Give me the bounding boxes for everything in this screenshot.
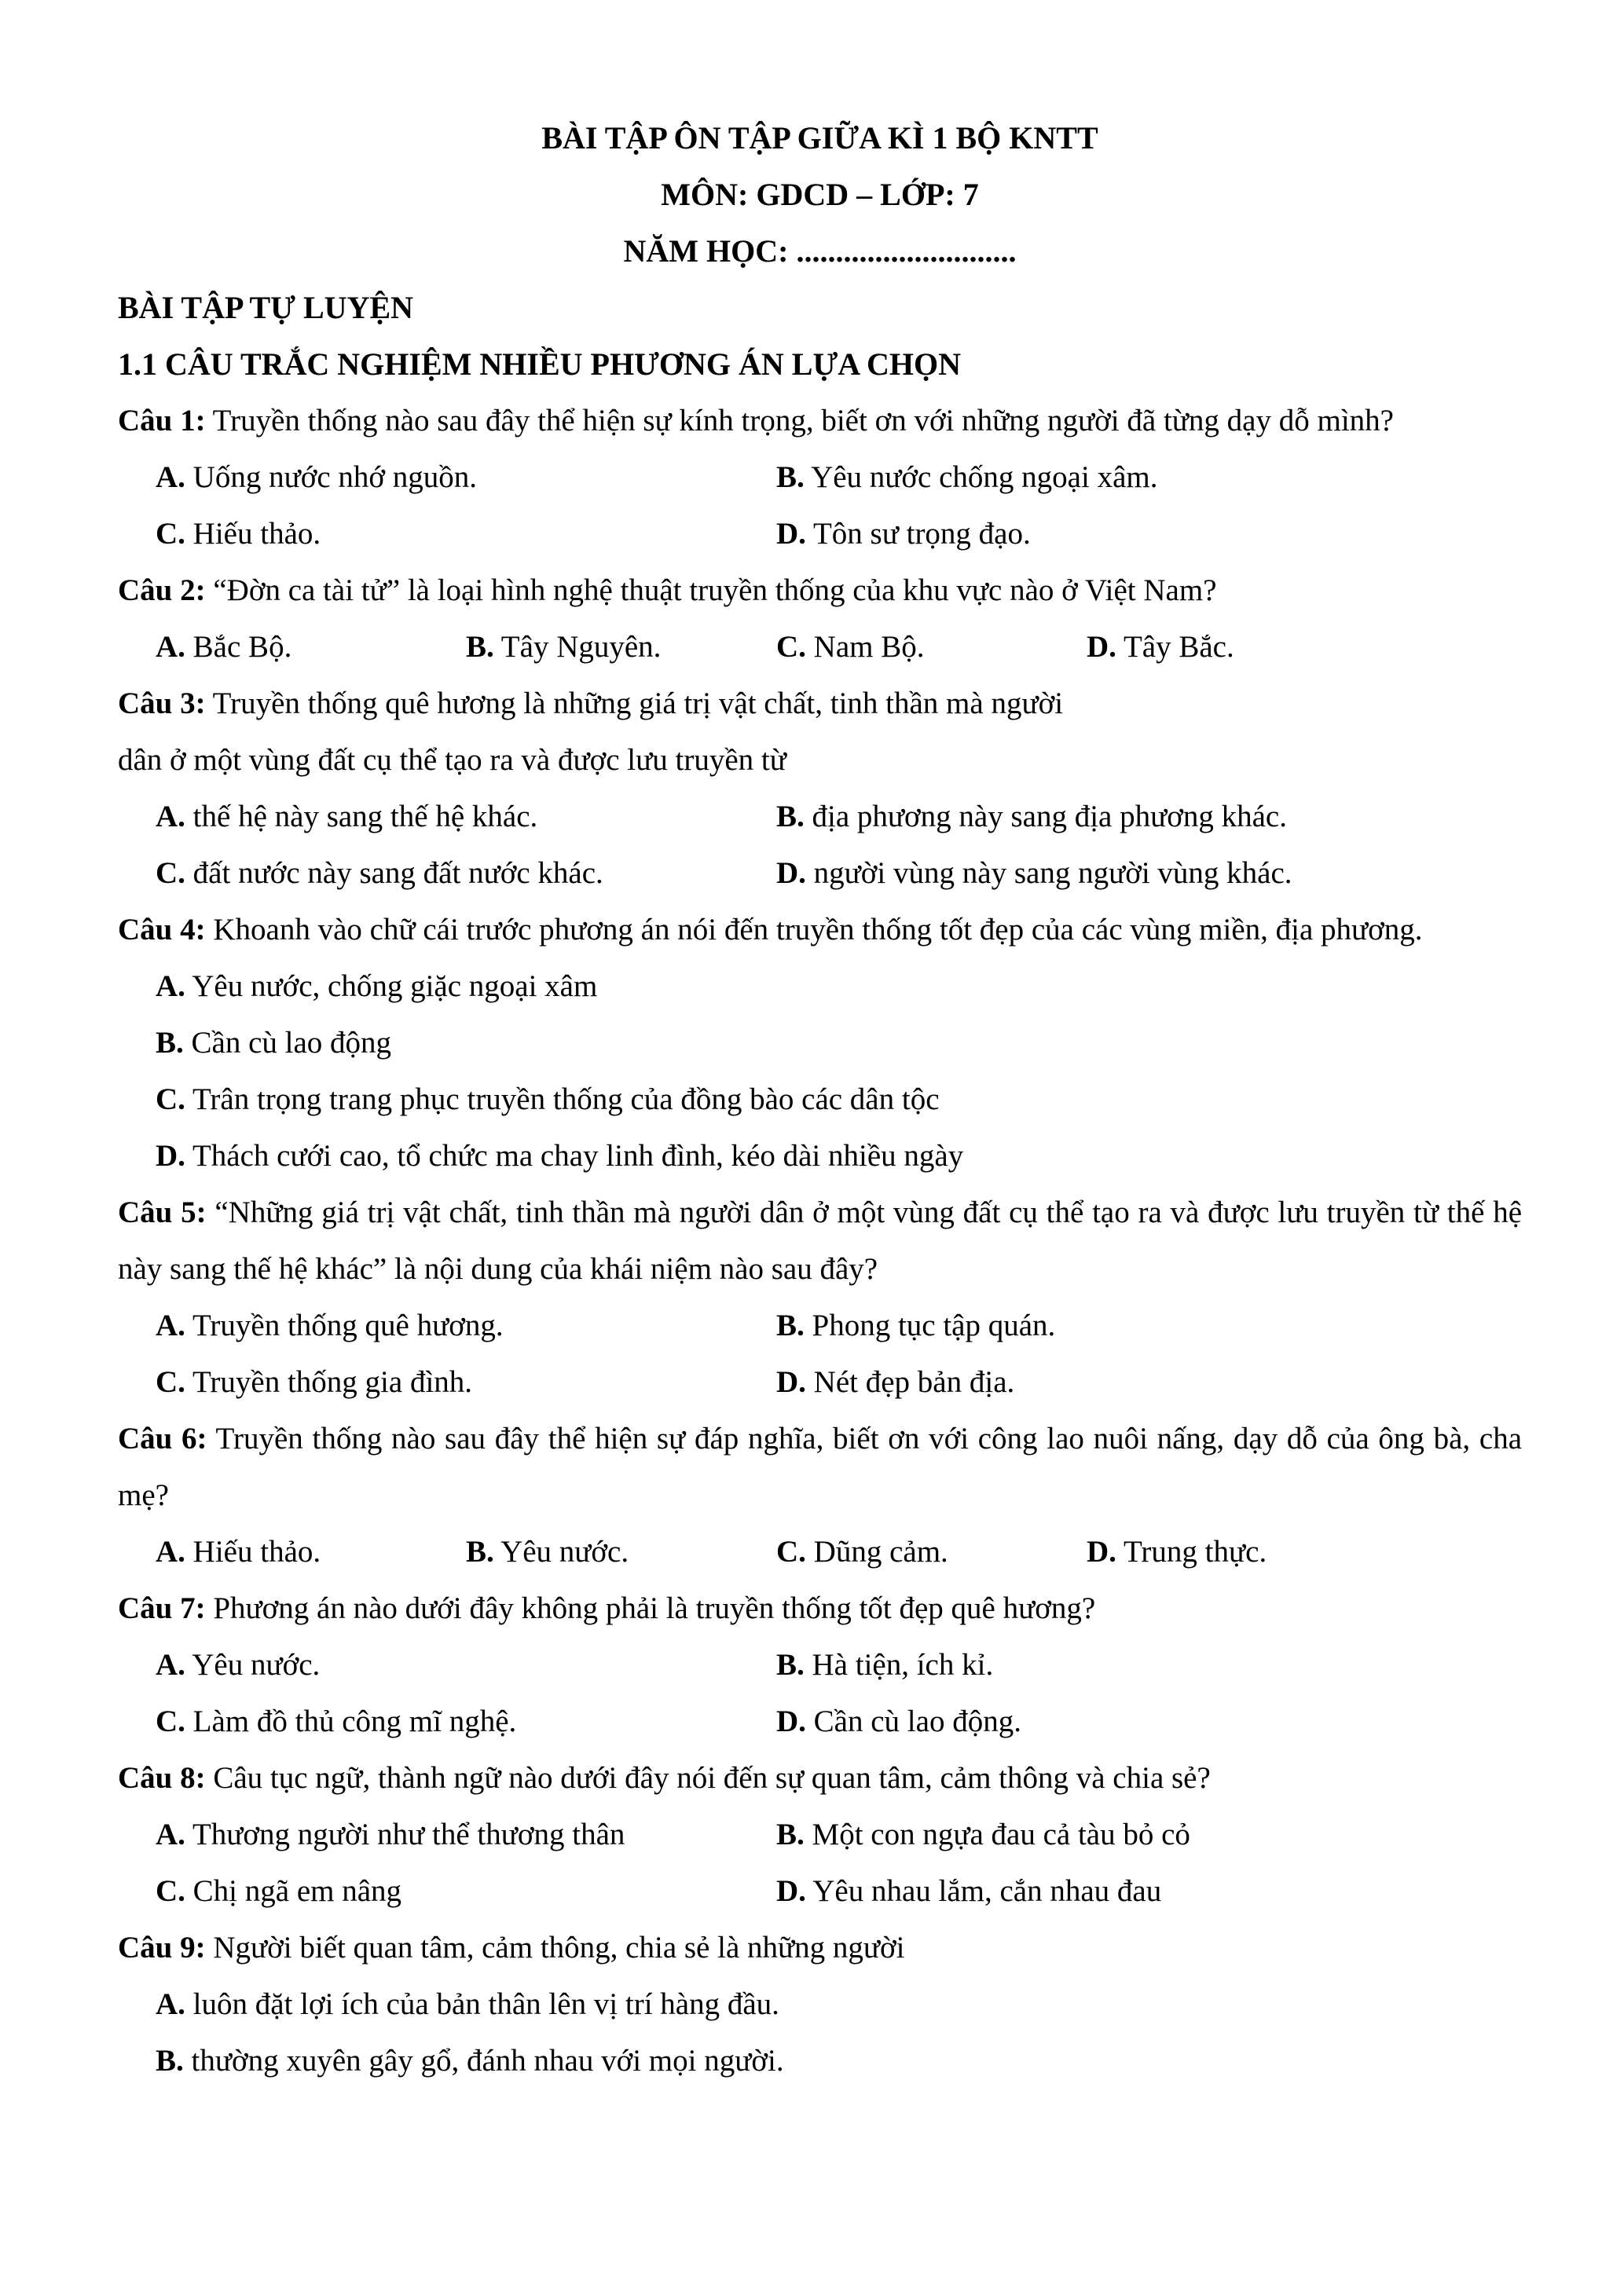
option-text: Dũng cảm.: [805, 1535, 948, 1569]
question-label: Câu 2:: [118, 573, 206, 607]
option: [156, 845, 776, 902]
question-text: Phương án nào dưới đây không phải là truyền thống tốt đẹp quê hương?: [205, 1591, 1096, 1625]
options: [118, 958, 1522, 1185]
option-letter: D.: [1087, 1535, 1116, 1569]
option-letter: C.: [776, 1535, 806, 1569]
option-text: Chị ngã em nâng: [185, 1874, 402, 1908]
option: [776, 845, 1397, 902]
option-letter: D.: [776, 1365, 806, 1399]
school-year-line: NĂM HỌC: ............................: [623, 233, 1017, 269]
option-letter: A.: [156, 1818, 185, 1851]
option-letter: A.: [156, 1987, 185, 2021]
option-text: Yêu nhau lắm, cắn nhau đau: [805, 1874, 1162, 1908]
option-text: thường xuyên gây gổ, đánh nhau với mọi người.: [183, 2044, 784, 2078]
option-text: Yêu nước chống ngoại xâm.: [804, 460, 1158, 494]
option-letter: B.: [156, 1026, 184, 1060]
option-letter: C.: [156, 1705, 185, 1738]
subsection-heading: 1.1 CÂU TRẮC NGHIỆM NHIỀU PHƯƠNG ÁN LỰA CHỌN: [118, 346, 961, 382]
option-text: Hiếu thảo.: [185, 1535, 321, 1569]
option-text: Truyền thống gia đình.: [185, 1365, 473, 1399]
option: [466, 1524, 776, 1580]
question-label: Câu 1:: [118, 404, 206, 438]
option-text: Nam Bộ.: [805, 630, 925, 664]
option-letter: B.: [466, 1535, 494, 1569]
option-text: địa phương này sang địa phương khác.: [804, 800, 1287, 833]
option-letter: B.: [776, 460, 805, 494]
question: [118, 902, 1522, 958]
option-text: Cần cù lao động.: [805, 1705, 1021, 1738]
option-letter: A.: [156, 630, 185, 664]
option-text: người vùng này sang người vùng khác.: [805, 856, 1292, 890]
option-text: Nét đẹp bản địa.: [805, 1365, 1015, 1399]
option: [1087, 619, 1397, 676]
option-letter: B.: [776, 1648, 805, 1682]
option-letter: B.: [466, 630, 494, 664]
question-text: “Những giá trị vật chất, tinh thần mà người dân ở một vùng đất cụ thể tạo ra và được lưu truyền từ thế hệ này sang thế hệ khác” là nội dung của khái niệm nào sau đây?: [118, 1196, 1523, 1286]
option-letter: C.: [776, 630, 806, 664]
question-label: Câu 4:: [118, 913, 206, 947]
options: [118, 619, 1522, 676]
option-letter: C.: [156, 1365, 185, 1399]
question-text: Truyền thống nào sau đây thể hiện sự đáp nghĩa, biết ơn với công lao nuôi nấng, dạy dỗ của ông bà, cha mẹ?: [118, 1422, 1522, 1512]
question-text: Truyền thống quê hương là những giá trị vật chất, tinh thần mà người: [205, 687, 1064, 720]
option-text: Hà tiện, ích kỉ.: [804, 1648, 994, 1682]
option-text: Yêu nước.: [185, 1648, 321, 1682]
option-letter: B.: [776, 1309, 805, 1342]
option: [776, 449, 1397, 506]
options: [118, 1976, 1522, 2089]
option-letter: A.: [156, 800, 185, 833]
options: [118, 449, 1522, 562]
option: [156, 1071, 1522, 1128]
option-letter: D.: [776, 1874, 806, 1908]
option-text: Trung thực.: [1116, 1535, 1267, 1569]
option-text: Tây Nguyên.: [493, 630, 662, 664]
question-label: Câu 6:: [118, 1422, 207, 1456]
option-letter: B.: [156, 2044, 184, 2078]
section-heading: BÀI TẬP TỰ LUYỆN: [118, 290, 414, 325]
option: [156, 1863, 776, 1920]
option-text: thế hệ này sang thế hệ khác.: [185, 800, 538, 833]
option-text: Truyền thống quê hương.: [185, 1309, 504, 1342]
option-letter: A.: [156, 1535, 185, 1569]
option-letter: A.: [156, 1648, 185, 1682]
question-text: “Đờn ca tài tử” là loại hình nghệ thuật truyền thống của khu vực nào ở Việt Nam?: [205, 573, 1217, 607]
question: [118, 1920, 1522, 1976]
document-header: [118, 110, 1522, 280]
option: [156, 2033, 1522, 2089]
option: [776, 1863, 1397, 1920]
options: [118, 1298, 1522, 1411]
option: [156, 1807, 776, 1863]
option-letter: D.: [776, 1705, 806, 1738]
question-text: Câu tục ngữ, thành ngữ nào dưới đây nói đến sự quan tâm, cảm thông và chia sẻ?: [205, 1761, 1211, 1795]
options: [118, 1524, 1522, 1580]
question: [118, 562, 1522, 619]
question-continuation: dân ở một vùng đất cụ thể tạo ra và được lưu truyền từ: [118, 743, 786, 777]
option-letter: D.: [1087, 630, 1116, 664]
question: [118, 1580, 1522, 1637]
option-text: Một con ngựa đau cả tàu bỏ cỏ: [804, 1818, 1190, 1851]
option: [1087, 1524, 1397, 1580]
option-text: luôn đặt lợi ích của bản thân lên vị trí hàng đầu.: [185, 1987, 779, 2021]
option-text: Yêu nước, chống giặc ngoại xâm: [185, 969, 598, 1003]
option: [156, 1637, 776, 1694]
question-label: Câu 7:: [118, 1591, 206, 1625]
option-letter: B.: [776, 1818, 805, 1851]
question-text: Truyền thống nào sau đây thể hiện sự kính trọng, biết ơn với những người đã từng dạy dỗ mình?: [205, 404, 1394, 438]
option-text: Yêu nước.: [493, 1535, 629, 1569]
option: [776, 1637, 1397, 1694]
option: [156, 619, 466, 676]
option-letter: D.: [776, 856, 806, 890]
question-text: Người biết quan tâm, cảm thông, chia sẻ là những người: [205, 1931, 905, 1965]
question: [118, 676, 1522, 732]
option-text: Uống nước nhớ nguồn.: [185, 460, 478, 494]
option: [156, 789, 776, 845]
option: [156, 1976, 1522, 2033]
option: [776, 1354, 1397, 1411]
options: [118, 1807, 1522, 1920]
option-text: Bắc Bộ.: [185, 630, 292, 664]
question: [118, 393, 1522, 449]
option: [156, 1524, 466, 1580]
option: [776, 1694, 1397, 1750]
option-text: Thách cưới cao, tổ chức ma chay linh đình, kéo dài nhiều ngày: [185, 1139, 964, 1173]
option-letter: C.: [156, 1874, 185, 1908]
option: [156, 1298, 776, 1354]
option-text: Cần cù lao động: [183, 1026, 392, 1060]
options: [118, 789, 1522, 902]
option: [776, 619, 1087, 676]
options: [118, 1637, 1522, 1750]
question: [118, 1411, 1522, 1524]
option-letter: D.: [776, 517, 806, 551]
option-letter: A.: [156, 969, 185, 1003]
option: [776, 506, 1397, 562]
option-text: Tây Bắc.: [1116, 630, 1234, 664]
question-label: Câu 8:: [118, 1761, 206, 1795]
option-letter: D.: [156, 1139, 185, 1173]
option-text: Phong tục tập quán.: [804, 1309, 1056, 1342]
question-label: Câu 9:: [118, 1931, 206, 1965]
option: [156, 506, 776, 562]
question-text: Khoanh vào chữ cái trước phương án nói đến truyền thống tốt đẹp của các vùng miền, địa phương.: [205, 913, 1423, 947]
option: [156, 449, 776, 506]
option: [156, 1128, 1522, 1185]
option: [156, 1354, 776, 1411]
option: [156, 1015, 1522, 1071]
option: [776, 789, 1397, 845]
option: [776, 1807, 1397, 1863]
question-label: Câu 5:: [118, 1196, 207, 1229]
title-line: BÀI TẬP ÔN TẬP GIỮA KÌ 1 BỘ KNTT: [541, 120, 1098, 156]
option: [156, 958, 1522, 1015]
option-text: Tôn sư trọng đạo.: [805, 517, 1031, 551]
question: [118, 1185, 1522, 1298]
option-text: Làm đồ thủ công mĩ nghệ.: [185, 1705, 517, 1738]
option-letter: A.: [156, 460, 185, 494]
option-text: đất nước này sang đất nước khác.: [185, 856, 603, 890]
question: [118, 1750, 1522, 1807]
option-letter: C.: [156, 1082, 185, 1116]
option-letter: B.: [776, 800, 805, 833]
option-text: Hiếu thảo.: [185, 517, 321, 551]
option: [776, 1524, 1087, 1580]
subject-line: MÔN: GDCD – LỚP: 7: [661, 177, 979, 212]
option-text: Thương người như thể thương thân: [185, 1818, 625, 1851]
option-text: Trân trọng trang phục truyền thống của đồng bào các dân tộc: [185, 1082, 940, 1116]
option: [466, 619, 776, 676]
option-letter: C.: [156, 856, 185, 890]
question-label: Câu 3:: [118, 687, 206, 720]
option: [156, 1694, 776, 1750]
option-letter: C.: [156, 517, 185, 551]
option: [776, 1298, 1397, 1354]
option-letter: A.: [156, 1309, 185, 1342]
